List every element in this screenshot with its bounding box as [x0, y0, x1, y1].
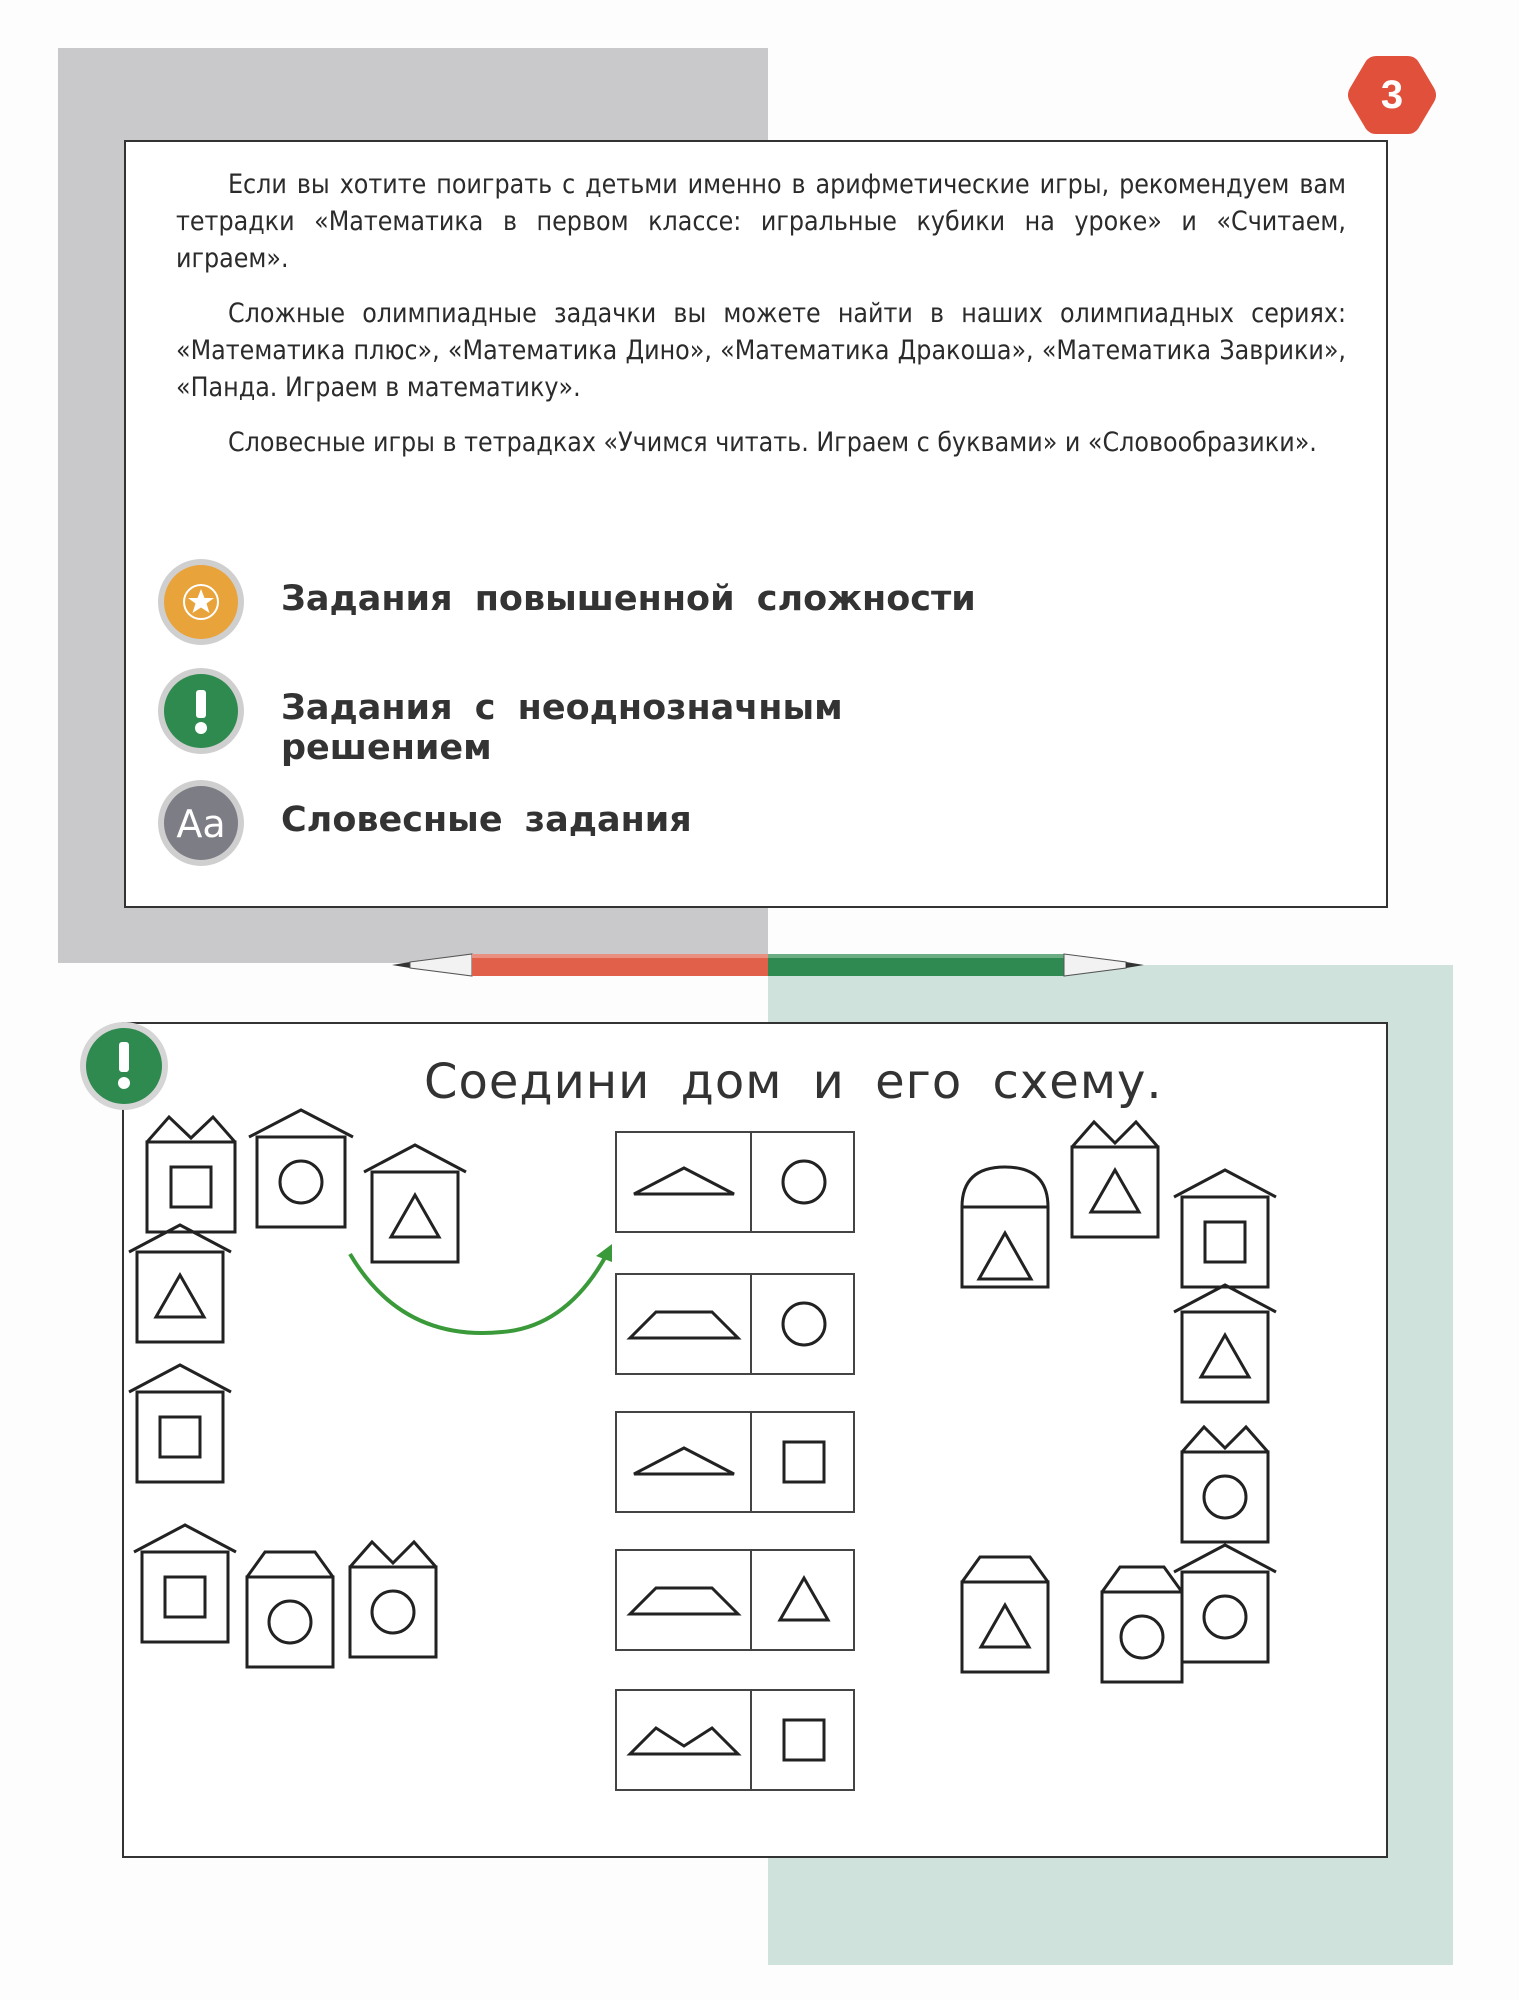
aa-glyph: Aa: [176, 802, 226, 846]
house-drawing: [350, 1542, 436, 1657]
house-drawing: [247, 1552, 333, 1667]
legend-item-hard: [156, 557, 1056, 647]
letters-aa-icon: [156, 778, 246, 868]
star-icon: [156, 557, 246, 647]
exercise-drawing: [122, 1022, 1388, 1858]
legend-item-ambiguous: [156, 666, 1056, 768]
legend-label-hard: Задания повышенной сложности: [281, 579, 976, 619]
house-drawing: [364, 1145, 466, 1262]
intro-panel: [124, 140, 1388, 908]
house-drawing: [129, 1225, 231, 1342]
scheme-card: [616, 1550, 854, 1650]
intro-text: [176, 166, 1346, 479]
house-drawing: [962, 1167, 1048, 1287]
legend-label-ambiguous: Задания с неоднозначным решением: [281, 688, 843, 768]
intro-paragraph-2: Сложные олимпиадные задачки вы можете найти в наших олимпиадных сериях: «Математика плюс», «Математика Дино», «Математика Дракоша», «Математика Заврики», «Панда. Играем в математику».: [176, 298, 1346, 403]
house-drawing: [1102, 1567, 1182, 1682]
page-number: 3: [1380, 73, 1404, 117]
exercise-area: [122, 1022, 1388, 1858]
house-drawing: [1174, 1545, 1276, 1662]
scheme-card: [616, 1412, 854, 1512]
house-drawing: [129, 1365, 231, 1482]
house-drawing: [147, 1117, 235, 1232]
intro-paragraph-3: Словесные игры в тетрадках «Учимся читать. Играем с буквами» и «Словообразики».: [228, 427, 1317, 458]
pencil-divider: [392, 950, 1144, 980]
scheme-card: [616, 1690, 854, 1790]
legend-label-word: Словесные задания: [281, 800, 692, 840]
house-drawing: [1174, 1285, 1276, 1402]
house-drawing: [1174, 1170, 1276, 1287]
house-drawing: [249, 1110, 353, 1227]
house-drawing: [962, 1557, 1048, 1672]
house-drawing: [1182, 1427, 1268, 1542]
example-arrow: [350, 1244, 612, 1333]
legend-item-word: [156, 778, 1056, 868]
house-drawing: [1072, 1122, 1158, 1237]
page-number-badge: [1346, 52, 1438, 138]
scheme-card: [616, 1132, 854, 1232]
task-title: Соедини дом и его схему.: [424, 1054, 1163, 1110]
scheme-card: [616, 1274, 854, 1374]
exclamation-icon: [156, 666, 246, 756]
intro-paragraph-1: Если вы хотите поиграть с детьми именно в арифметические игры, рекомендуем вам тетрадки «Математика в первом классе: игральные кубики на уроке» и «Считаем, играем».: [176, 169, 1346, 274]
house-drawing: [134, 1525, 236, 1642]
